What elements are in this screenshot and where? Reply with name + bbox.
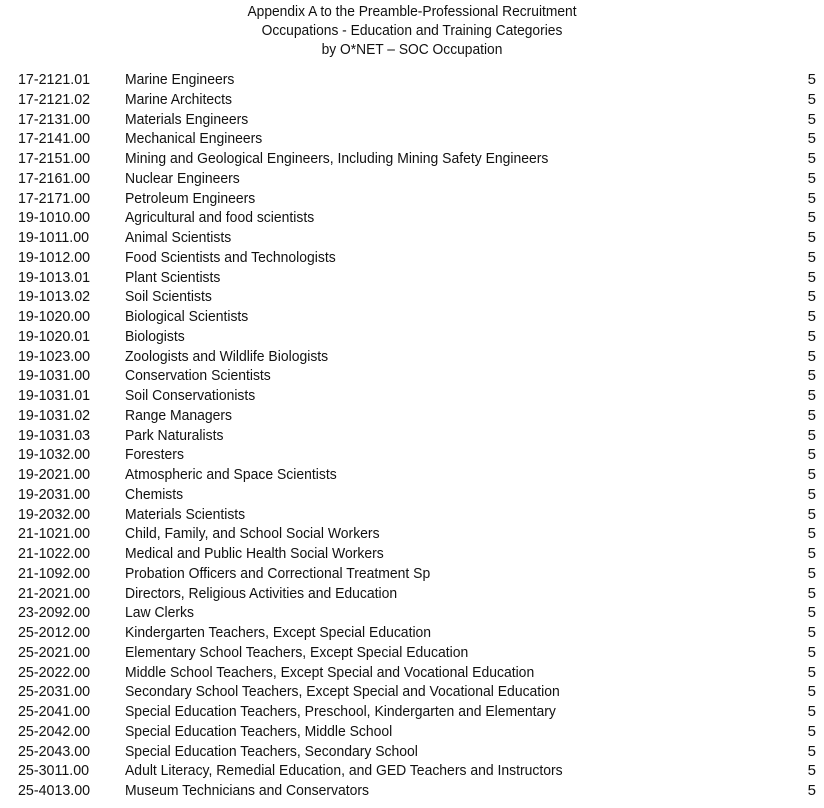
occupation-code: 17-2121.02 <box>18 90 91 108</box>
category-value: 5 <box>807 782 816 799</box>
document-header <box>0 2 824 59</box>
occupation-title: Special Education Teachers, Secondary School <box>125 742 418 760</box>
category-value: 5 <box>807 663 816 681</box>
occupation-code: 23-2092.00 <box>18 604 91 622</box>
occupation-code: 19-1031.02 <box>18 406 91 424</box>
occupation-code: 19-1031.03 <box>18 426 91 444</box>
occupation-title: Agricultural and food scientists <box>125 209 315 227</box>
occupation-code: 19-1013.01 <box>18 268 91 286</box>
table-row <box>0 682 824 702</box>
occupation-code: 17-2171.00 <box>18 189 91 207</box>
table-row <box>0 129 824 149</box>
occupation-code: 25-2043.00 <box>18 742 91 760</box>
table-row <box>0 643 824 663</box>
table-row <box>0 564 824 584</box>
occupation-code: 19-1020.01 <box>18 327 91 345</box>
category-value: 5 <box>807 446 816 464</box>
occupation-title: Soil Conservationists <box>125 387 256 404</box>
category-value: 5 <box>807 150 816 167</box>
occupation-code: 19-1013.02 <box>18 288 91 306</box>
table-row <box>0 268 824 288</box>
occupation-title: Probation Officers and Correctional Treatment Sp <box>125 564 431 582</box>
occupation-title: Special Education Teachers, Middle School <box>125 722 393 740</box>
occupation-code: 25-2042.00 <box>18 722 91 740</box>
category-value: 5 <box>807 71 816 88</box>
table-row <box>0 189 824 209</box>
occupation-title: Plant Scientists <box>125 268 221 286</box>
category-value: 5 <box>807 209 816 227</box>
category-value: 5 <box>807 110 816 128</box>
category-value: 5 <box>807 466 816 483</box>
occupation-code: 19-1010.00 <box>18 209 91 227</box>
occupation-title: Atmospheric and Space Scientists <box>125 466 337 483</box>
table-row <box>0 505 824 525</box>
occupation-title: Middle School Teachers, Except Special and Vocational Education <box>125 663 535 681</box>
occupation-code: 19-1023.00 <box>18 347 91 365</box>
occupation-title: Secondary School Teachers, Except Special and Vocational Education <box>125 683 560 701</box>
occupation-code: 17-2151.00 <box>18 150 91 167</box>
header-line-3: by O*NET – SOC Occupation <box>321 41 503 58</box>
occupation-code: 25-3011.00 <box>18 762 90 780</box>
category-value: 5 <box>807 604 816 622</box>
category-value: 5 <box>807 742 816 760</box>
category-value: 5 <box>807 347 816 365</box>
category-value: 5 <box>807 485 816 503</box>
occupation-title: Mining and Geological Engineers, Including Mining Safety Engineers <box>125 150 549 167</box>
category-value: 5 <box>807 722 816 740</box>
category-value: 5 <box>807 505 816 523</box>
occupation-title: Elementary School Teachers, Except Special Education <box>125 643 469 661</box>
category-value: 5 <box>807 624 816 641</box>
category-value: 5 <box>807 169 816 187</box>
category-value: 5 <box>807 703 816 720</box>
occupation-title: Kindergarten Teachers, Except Special Education <box>125 624 432 641</box>
table-row <box>0 584 824 604</box>
occupation-title: Biological Scientists <box>125 308 249 325</box>
table-row <box>0 524 824 544</box>
occupation-title: Medical and Public Health Social Workers <box>125 545 384 562</box>
category-value: 5 <box>807 683 816 701</box>
occupation-table <box>0 70 824 801</box>
occupation-code: 19-2021.00 <box>18 466 91 483</box>
table-row <box>0 742 824 762</box>
occupation-title: Museum Technicians and Conservators <box>125 782 369 799</box>
occupation-title: Chemists <box>125 485 184 503</box>
occupation-code: 25-2041.00 <box>18 703 91 720</box>
table-row <box>0 169 824 189</box>
category-value: 5 <box>807 288 816 306</box>
occupation-title: Zoologists and Wildlife Biologists <box>125 347 329 365</box>
table-row <box>0 406 824 426</box>
occupation-title: Range Managers <box>125 406 233 424</box>
occupation-code: 17-2121.01 <box>18 71 91 88</box>
category-value: 5 <box>807 545 816 562</box>
category-value: 5 <box>807 584 816 602</box>
category-value: 5 <box>807 308 816 325</box>
occupation-title: Marine Architects <box>125 90 232 108</box>
occupation-title: Animal Scientists <box>125 229 232 246</box>
category-value: 5 <box>807 130 816 148</box>
header-line-1: Appendix A to the Preamble-Professional Recruitment <box>247 3 577 20</box>
table-row <box>0 781 824 801</box>
table-row <box>0 287 824 307</box>
occupation-code: 25-2022.00 <box>18 663 91 681</box>
category-value: 5 <box>807 248 816 266</box>
occupation-code: 21-1022.00 <box>18 545 91 562</box>
occupation-title: Law Clerks <box>125 604 194 622</box>
occupation-code: 19-1032.00 <box>18 446 91 464</box>
category-value: 5 <box>807 762 816 780</box>
table-row <box>0 386 824 406</box>
occupation-title: Materials Scientists <box>125 505 246 523</box>
occupation-code: 25-2031.00 <box>18 683 91 701</box>
occupation-title: Conservation Scientists <box>125 367 271 385</box>
table-row <box>0 465 824 485</box>
occupation-title: Park Naturalists <box>125 426 224 444</box>
occupation-code: 25-2021.00 <box>18 643 91 661</box>
occupation-code: 17-2141.00 <box>18 130 91 148</box>
occupation-title: Special Education Teachers, Preschool, Kindergarten and Elementary <box>125 703 556 720</box>
category-value: 5 <box>807 564 816 582</box>
category-value: 5 <box>807 90 816 108</box>
table-row <box>0 208 824 228</box>
category-value: 5 <box>807 525 816 543</box>
table-row <box>0 702 824 722</box>
table-row <box>0 307 824 327</box>
occupation-title: Foresters <box>125 446 184 464</box>
table-row <box>0 366 824 386</box>
occupation-code: 21-2021.00 <box>18 584 91 602</box>
occupation-code: 25-2012.00 <box>18 624 91 641</box>
occupation-title: Materials Engineers <box>125 110 249 128</box>
occupation-code: 21-1021.00 <box>18 525 91 543</box>
table-row <box>0 485 824 505</box>
occupation-code: 19-1020.00 <box>18 308 91 325</box>
occupation-code: 17-2161.00 <box>18 169 91 187</box>
occupation-code: 19-1012.00 <box>18 248 91 266</box>
occupation-code: 19-1011.00 <box>18 229 90 246</box>
table-row <box>0 248 824 268</box>
occupation-code: 19-2032.00 <box>18 505 91 523</box>
table-row <box>0 663 824 683</box>
table-row <box>0 70 824 90</box>
table-row <box>0 149 824 169</box>
table-row <box>0 426 824 446</box>
table-row <box>0 347 824 367</box>
category-value: 5 <box>807 189 816 207</box>
table-row <box>0 445 824 465</box>
occupation-title: Nuclear Engineers <box>125 169 240 187</box>
occupation-title: Soil Scientists <box>125 288 212 306</box>
category-value: 5 <box>807 643 816 661</box>
occupation-code: 17-2131.00 <box>18 110 91 128</box>
occupation-title: Adult Literacy, Remedial Education, and GED Teachers and Instructors <box>125 762 563 780</box>
table-row <box>0 623 824 643</box>
occupation-title: Child, Family, and School Social Workers <box>125 525 380 543</box>
category-value: 5 <box>807 426 816 444</box>
occupation-title: Biologists <box>125 327 185 345</box>
table-row <box>0 722 824 742</box>
occupation-code: 25-4013.00 <box>18 782 91 799</box>
category-value: 5 <box>807 367 816 385</box>
category-value: 5 <box>807 327 816 345</box>
category-value: 5 <box>807 268 816 286</box>
category-value: 5 <box>807 406 816 424</box>
table-row <box>0 544 824 564</box>
occupation-title: Directors, Religious Activities and Education <box>125 584 398 602</box>
table-row <box>0 603 824 623</box>
table-row <box>0 761 824 781</box>
category-value: 5 <box>807 229 816 246</box>
occupation-title: Food Scientists and Technologists <box>125 248 336 266</box>
occupation-code: 19-2031.00 <box>18 485 91 503</box>
table-row <box>0 90 824 110</box>
occupation-title: Marine Engineers <box>125 71 235 88</box>
occupation-code: 21-1092.00 <box>18 564 91 582</box>
occupation-code: 19-1031.01 <box>18 387 91 404</box>
occupation-code: 19-1031.00 <box>18 367 91 385</box>
occupation-title: Petroleum Engineers <box>125 189 256 207</box>
category-value: 5 <box>807 387 816 404</box>
table-row <box>0 110 824 130</box>
table-row <box>0 327 824 347</box>
table-row <box>0 228 824 248</box>
header-line-2: Occupations - Education and Training Categories <box>261 22 563 39</box>
occupation-title: Mechanical Engineers <box>125 130 263 148</box>
